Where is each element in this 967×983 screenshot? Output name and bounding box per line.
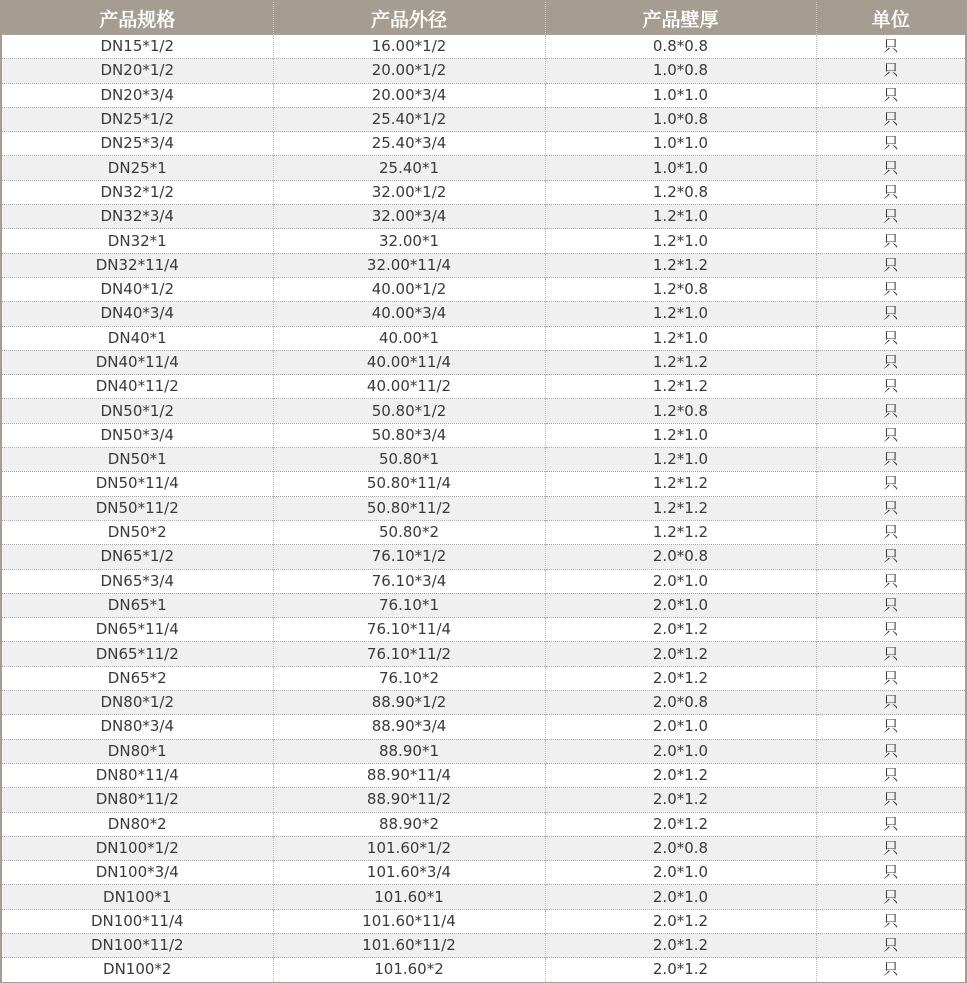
table-row bbox=[2, 788, 965, 812]
cell-unit: 只 bbox=[816, 520, 965, 544]
table-row bbox=[2, 666, 965, 690]
cell-spec: DN80*2 bbox=[2, 812, 273, 836]
table-row bbox=[2, 399, 965, 423]
table-body bbox=[2, 35, 965, 982]
cell-spec: DN80*1 bbox=[2, 739, 273, 763]
cell-outer-diameter: 101.60*3/4 bbox=[273, 861, 545, 885]
cell-unit: 只 bbox=[816, 472, 965, 496]
cell-wall-thickness: 1.2*1.2 bbox=[545, 375, 816, 399]
table-row bbox=[2, 156, 965, 180]
cell-unit: 只 bbox=[816, 666, 965, 690]
cell-unit: 只 bbox=[816, 205, 965, 229]
cell-outer-diameter: 16.00*1/2 bbox=[273, 35, 545, 59]
cell-unit: 只 bbox=[816, 545, 965, 569]
cell-wall-thickness: 2.0*1.2 bbox=[545, 812, 816, 836]
cell-spec: DN25*1 bbox=[2, 156, 273, 180]
cell-outer-diameter: 76.10*3/4 bbox=[273, 569, 545, 593]
cell-spec: DN65*1/2 bbox=[2, 545, 273, 569]
cell-unit: 只 bbox=[816, 277, 965, 301]
cell-unit: 只 bbox=[816, 691, 965, 715]
cell-wall-thickness: 2.0*1.0 bbox=[545, 715, 816, 739]
cell-outer-diameter: 32.00*1 bbox=[273, 229, 545, 253]
cell-wall-thickness: 2.0*1.0 bbox=[545, 861, 816, 885]
table-row bbox=[2, 933, 965, 957]
cell-unit: 只 bbox=[816, 836, 965, 860]
cell-spec: DN80*1/2 bbox=[2, 691, 273, 715]
cell-unit: 只 bbox=[816, 423, 965, 447]
cell-unit: 只 bbox=[816, 763, 965, 787]
table-row bbox=[2, 302, 965, 326]
cell-outer-diameter: 40.00*1/2 bbox=[273, 277, 545, 301]
cell-wall-thickness: 1.2*1.2 bbox=[545, 496, 816, 520]
cell-outer-diameter: 101.60*1 bbox=[273, 885, 545, 909]
cell-wall-thickness: 2.0*1.0 bbox=[545, 593, 816, 617]
cell-spec: DN65*3/4 bbox=[2, 569, 273, 593]
cell-spec: DN25*1/2 bbox=[2, 107, 273, 131]
table-row bbox=[2, 642, 965, 666]
cell-outer-diameter: 101.60*1/2 bbox=[273, 836, 545, 860]
cell-spec: DN80*11/4 bbox=[2, 763, 273, 787]
cell-outer-diameter: 88.90*1 bbox=[273, 739, 545, 763]
table-row bbox=[2, 958, 965, 982]
cell-wall-thickness: 2.0*1.2 bbox=[545, 909, 816, 933]
cell-wall-thickness: 1.0*1.0 bbox=[545, 83, 816, 107]
cell-wall-thickness: 2.0*1.0 bbox=[545, 569, 816, 593]
cell-spec: DN50*11/2 bbox=[2, 496, 273, 520]
cell-spec: DN100*3/4 bbox=[2, 861, 273, 885]
cell-unit: 只 bbox=[816, 496, 965, 520]
cell-wall-thickness: 1.2*1.2 bbox=[545, 253, 816, 277]
header-spec: 产品规格 bbox=[2, 2, 273, 35]
table-row bbox=[2, 739, 965, 763]
cell-wall-thickness: 2.0*0.8 bbox=[545, 545, 816, 569]
table-header bbox=[2, 2, 965, 35]
table-row bbox=[2, 83, 965, 107]
cell-spec: DN100*11/4 bbox=[2, 909, 273, 933]
cell-outer-diameter: 20.00*1/2 bbox=[273, 59, 545, 83]
cell-wall-thickness: 2.0*1.2 bbox=[545, 642, 816, 666]
table-row bbox=[2, 253, 965, 277]
cell-outer-diameter: 76.10*2 bbox=[273, 666, 545, 690]
cell-outer-diameter: 50.80*1/2 bbox=[273, 399, 545, 423]
table-row bbox=[2, 350, 965, 374]
cell-unit: 只 bbox=[816, 229, 965, 253]
cell-wall-thickness: 1.2*1.2 bbox=[545, 520, 816, 544]
cell-unit: 只 bbox=[816, 132, 965, 156]
table-row bbox=[2, 715, 965, 739]
cell-unit: 只 bbox=[816, 788, 965, 812]
cell-unit: 只 bbox=[816, 35, 965, 59]
table-row bbox=[2, 763, 965, 787]
cell-wall-thickness: 1.2*1.0 bbox=[545, 326, 816, 350]
table-row bbox=[2, 180, 965, 204]
cell-unit: 只 bbox=[816, 642, 965, 666]
table-row bbox=[2, 691, 965, 715]
cell-outer-diameter: 88.90*3/4 bbox=[273, 715, 545, 739]
cell-unit: 只 bbox=[816, 933, 965, 957]
cell-outer-diameter: 50.80*1 bbox=[273, 448, 545, 472]
header-wall-thickness: 产品壁厚 bbox=[545, 2, 816, 35]
cell-spec: DN100*1/2 bbox=[2, 836, 273, 860]
table-row bbox=[2, 618, 965, 642]
cell-outer-diameter: 88.90*1/2 bbox=[273, 691, 545, 715]
cell-spec: DN50*11/4 bbox=[2, 472, 273, 496]
cell-outer-diameter: 32.00*11/4 bbox=[273, 253, 545, 277]
cell-unit: 只 bbox=[816, 909, 965, 933]
table-row bbox=[2, 59, 965, 83]
cell-outer-diameter: 40.00*3/4 bbox=[273, 302, 545, 326]
table-row bbox=[2, 812, 965, 836]
table-row bbox=[2, 909, 965, 933]
cell-wall-thickness: 1.2*1.0 bbox=[545, 423, 816, 447]
table-row bbox=[2, 35, 965, 59]
cell-unit: 只 bbox=[816, 861, 965, 885]
cell-wall-thickness: 1.2*0.8 bbox=[545, 180, 816, 204]
cell-wall-thickness: 1.2*0.8 bbox=[545, 277, 816, 301]
cell-spec: DN50*1 bbox=[2, 448, 273, 472]
cell-outer-diameter: 20.00*3/4 bbox=[273, 83, 545, 107]
cell-outer-diameter: 76.10*11/4 bbox=[273, 618, 545, 642]
table-row bbox=[2, 520, 965, 544]
cell-spec: DN65*11/4 bbox=[2, 618, 273, 642]
cell-unit: 只 bbox=[816, 107, 965, 131]
cell-spec: DN40*11/4 bbox=[2, 350, 273, 374]
cell-spec: DN40*11/2 bbox=[2, 375, 273, 399]
cell-wall-thickness: 1.0*1.0 bbox=[545, 156, 816, 180]
cell-unit: 只 bbox=[816, 715, 965, 739]
cell-wall-thickness: 2.0*1.2 bbox=[545, 666, 816, 690]
header-row bbox=[2, 2, 965, 35]
cell-wall-thickness: 1.2*1.0 bbox=[545, 302, 816, 326]
table-row bbox=[2, 107, 965, 131]
table-row bbox=[2, 229, 965, 253]
cell-wall-thickness: 1.2*1.2 bbox=[545, 350, 816, 374]
cell-spec: DN100*2 bbox=[2, 958, 273, 982]
cell-unit: 只 bbox=[816, 958, 965, 982]
cell-unit: 只 bbox=[816, 812, 965, 836]
table-row bbox=[2, 836, 965, 860]
cell-outer-diameter: 40.00*11/2 bbox=[273, 375, 545, 399]
table-row bbox=[2, 423, 965, 447]
table-row bbox=[2, 326, 965, 350]
cell-wall-thickness: 1.2*1.0 bbox=[545, 205, 816, 229]
cell-outer-diameter: 50.80*3/4 bbox=[273, 423, 545, 447]
cell-unit: 只 bbox=[816, 156, 965, 180]
cell-outer-diameter: 25.40*1/2 bbox=[273, 107, 545, 131]
header-unit: 单位 bbox=[816, 2, 965, 35]
cell-outer-diameter: 25.40*3/4 bbox=[273, 132, 545, 156]
cell-outer-diameter: 25.40*1 bbox=[273, 156, 545, 180]
cell-spec: DN25*3/4 bbox=[2, 132, 273, 156]
table-row bbox=[2, 545, 965, 569]
cell-wall-thickness: 1.2*1.2 bbox=[545, 472, 816, 496]
cell-unit: 只 bbox=[816, 593, 965, 617]
cell-outer-diameter: 40.00*1 bbox=[273, 326, 545, 350]
cell-outer-diameter: 101.60*2 bbox=[273, 958, 545, 982]
cell-outer-diameter: 76.10*1 bbox=[273, 593, 545, 617]
product-spec-table bbox=[2, 2, 965, 982]
table-row bbox=[2, 277, 965, 301]
cell-outer-diameter: 40.00*11/4 bbox=[273, 350, 545, 374]
cell-outer-diameter: 88.90*2 bbox=[273, 812, 545, 836]
cell-unit: 只 bbox=[816, 302, 965, 326]
cell-outer-diameter: 101.60*11/2 bbox=[273, 933, 545, 957]
cell-wall-thickness: 2.0*1.2 bbox=[545, 763, 816, 787]
cell-wall-thickness: 2.0*1.2 bbox=[545, 958, 816, 982]
cell-outer-diameter: 50.80*11/4 bbox=[273, 472, 545, 496]
cell-spec: DN15*1/2 bbox=[2, 35, 273, 59]
cell-wall-thickness: 2.0*1.2 bbox=[545, 788, 816, 812]
cell-wall-thickness: 1.0*0.8 bbox=[545, 59, 816, 83]
cell-unit: 只 bbox=[816, 885, 965, 909]
cell-wall-thickness: 2.0*1.2 bbox=[545, 618, 816, 642]
cell-spec: DN32*11/4 bbox=[2, 253, 273, 277]
cell-wall-thickness: 2.0*0.8 bbox=[545, 691, 816, 715]
table-row bbox=[2, 861, 965, 885]
cell-spec: DN80*3/4 bbox=[2, 715, 273, 739]
cell-spec: DN40*3/4 bbox=[2, 302, 273, 326]
cell-wall-thickness: 1.2*1.0 bbox=[545, 229, 816, 253]
cell-spec: DN32*3/4 bbox=[2, 205, 273, 229]
cell-outer-diameter: 101.60*11/4 bbox=[273, 909, 545, 933]
table-row bbox=[2, 569, 965, 593]
cell-unit: 只 bbox=[816, 618, 965, 642]
cell-unit: 只 bbox=[816, 59, 965, 83]
cell-wall-thickness: 1.2*0.8 bbox=[545, 399, 816, 423]
table-row bbox=[2, 205, 965, 229]
cell-wall-thickness: 1.0*0.8 bbox=[545, 107, 816, 131]
cell-unit: 只 bbox=[816, 448, 965, 472]
cell-spec: DN65*2 bbox=[2, 666, 273, 690]
cell-spec: DN100*11/2 bbox=[2, 933, 273, 957]
header-outer-diameter: 产品外径 bbox=[273, 2, 545, 35]
cell-unit: 只 bbox=[816, 375, 965, 399]
table-row bbox=[2, 496, 965, 520]
cell-spec: DN32*1/2 bbox=[2, 180, 273, 204]
cell-wall-thickness: 1.0*1.0 bbox=[545, 132, 816, 156]
cell-spec: DN100*1 bbox=[2, 885, 273, 909]
cell-outer-diameter: 50.80*2 bbox=[273, 520, 545, 544]
cell-spec: DN50*2 bbox=[2, 520, 273, 544]
cell-spec: DN32*1 bbox=[2, 229, 273, 253]
cell-outer-diameter: 76.10*1/2 bbox=[273, 545, 545, 569]
table-row bbox=[2, 132, 965, 156]
cell-spec: DN50*1/2 bbox=[2, 399, 273, 423]
cell-unit: 只 bbox=[816, 350, 965, 374]
cell-spec: DN50*3/4 bbox=[2, 423, 273, 447]
cell-wall-thickness: 2.0*1.0 bbox=[545, 739, 816, 763]
cell-unit: 只 bbox=[816, 83, 965, 107]
table-row bbox=[2, 472, 965, 496]
cell-spec: DN40*1/2 bbox=[2, 277, 273, 301]
cell-unit: 只 bbox=[816, 569, 965, 593]
cell-outer-diameter: 76.10*11/2 bbox=[273, 642, 545, 666]
cell-spec: DN20*3/4 bbox=[2, 83, 273, 107]
cell-spec: DN65*11/2 bbox=[2, 642, 273, 666]
cell-unit: 只 bbox=[816, 326, 965, 350]
cell-spec: DN40*1 bbox=[2, 326, 273, 350]
cell-unit: 只 bbox=[816, 399, 965, 423]
cell-outer-diameter: 88.90*11/2 bbox=[273, 788, 545, 812]
table-row bbox=[2, 885, 965, 909]
table-row bbox=[2, 448, 965, 472]
cell-outer-diameter: 50.80*11/2 bbox=[273, 496, 545, 520]
cell-spec: DN20*1/2 bbox=[2, 59, 273, 83]
table-row bbox=[2, 375, 965, 399]
cell-wall-thickness: 2.0*1.0 bbox=[545, 885, 816, 909]
cell-unit: 只 bbox=[816, 739, 965, 763]
cell-spec: DN65*1 bbox=[2, 593, 273, 617]
cell-wall-thickness: 0.8*0.8 bbox=[545, 35, 816, 59]
cell-unit: 只 bbox=[816, 253, 965, 277]
cell-spec: DN80*11/2 bbox=[2, 788, 273, 812]
table-row bbox=[2, 593, 965, 617]
cell-unit: 只 bbox=[816, 180, 965, 204]
cell-wall-thickness: 2.0*0.8 bbox=[545, 836, 816, 860]
cell-outer-diameter: 32.00*3/4 bbox=[273, 205, 545, 229]
cell-outer-diameter: 88.90*11/4 bbox=[273, 763, 545, 787]
cell-wall-thickness: 2.0*1.2 bbox=[545, 933, 816, 957]
cell-outer-diameter: 32.00*1/2 bbox=[273, 180, 545, 204]
cell-wall-thickness: 1.2*1.0 bbox=[545, 448, 816, 472]
